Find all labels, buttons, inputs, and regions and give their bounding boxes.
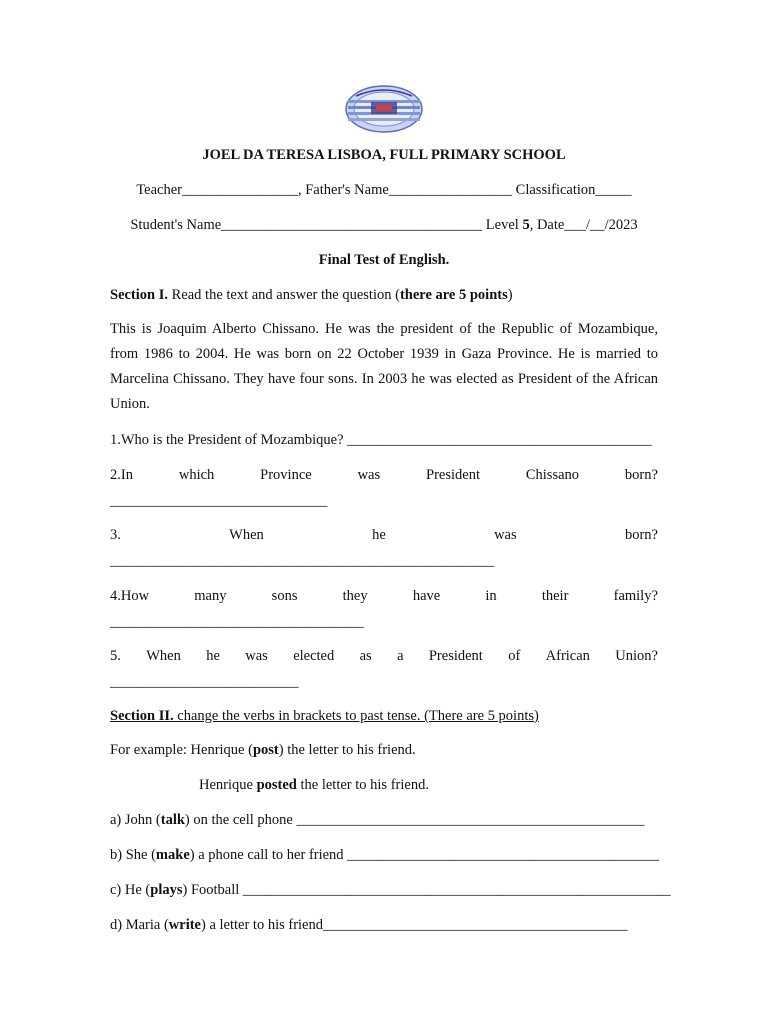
exercise-item-a[interactable]: a) John (talk) on the cell phone ________________________________________________ <box>110 812 645 828</box>
question-4: 4.How many sons they have in their family? <box>110 588 658 604</box>
test-title: Final Test of English. <box>318 252 450 268</box>
school-logo-icon <box>344 84 424 134</box>
question-4-answer-blank[interactable]: ___________________________________ <box>110 614 364 630</box>
student-line: Student's Name____________________________________ Level 5, Date___/__/2023 <box>130 217 638 233</box>
exercise-item-b[interactable]: b) She (make) a phone call to her friend ___________________________________________ <box>110 847 659 863</box>
question-3-answer-blank[interactable]: _____________________________________________________ <box>110 553 495 569</box>
question-3: 3. When he was born? <box>110 527 658 543</box>
question-2-answer-blank[interactable]: ______________________________ <box>110 493 328 509</box>
teacher-line: Teacher________________, Father's Name_________________ Classification_____ <box>136 182 632 198</box>
example-sentence: For example: Henrique (post) the letter to his friend. <box>110 742 416 758</box>
school-name: JOEL DA TERESA LISBOA, FULL PRIMARY SCHOOL <box>202 147 566 163</box>
reading-passage: This is Joaquim Alberto Chissano. He was the president of the Republic of Mozambique, from 1986 to 2004. He was born on 22 October 1939 in Gaza Province. He is married to Marcelina Chissano. They have four sons. In 2003 he was elected as President of the African Union. <box>110 321 658 412</box>
question-2: 2.In which Province was President Chissano born? <box>110 467 658 483</box>
section2-heading: Section II. change the verbs in brackets to past tense. (There are 5 points) <box>110 708 539 724</box>
question-5: 5. When he was elected as a President of African Union? <box>110 648 658 664</box>
question-1: 1.Who is the President of Mozambique? __________________________________________ <box>110 432 652 448</box>
exercise-item-d[interactable]: d) Maria (write) a letter to his friend__________________________________________ <box>110 917 628 933</box>
section1-heading: Section I. Read the text and answer the question (there are 5 points) <box>110 287 513 303</box>
example-answer: Henrique posted the letter to his friend. <box>199 777 429 793</box>
exercise-item-c[interactable]: c) He (plays) Football ___________________________________________________________ <box>110 882 671 898</box>
question-5-answer-blank[interactable]: __________________________ <box>110 674 299 690</box>
